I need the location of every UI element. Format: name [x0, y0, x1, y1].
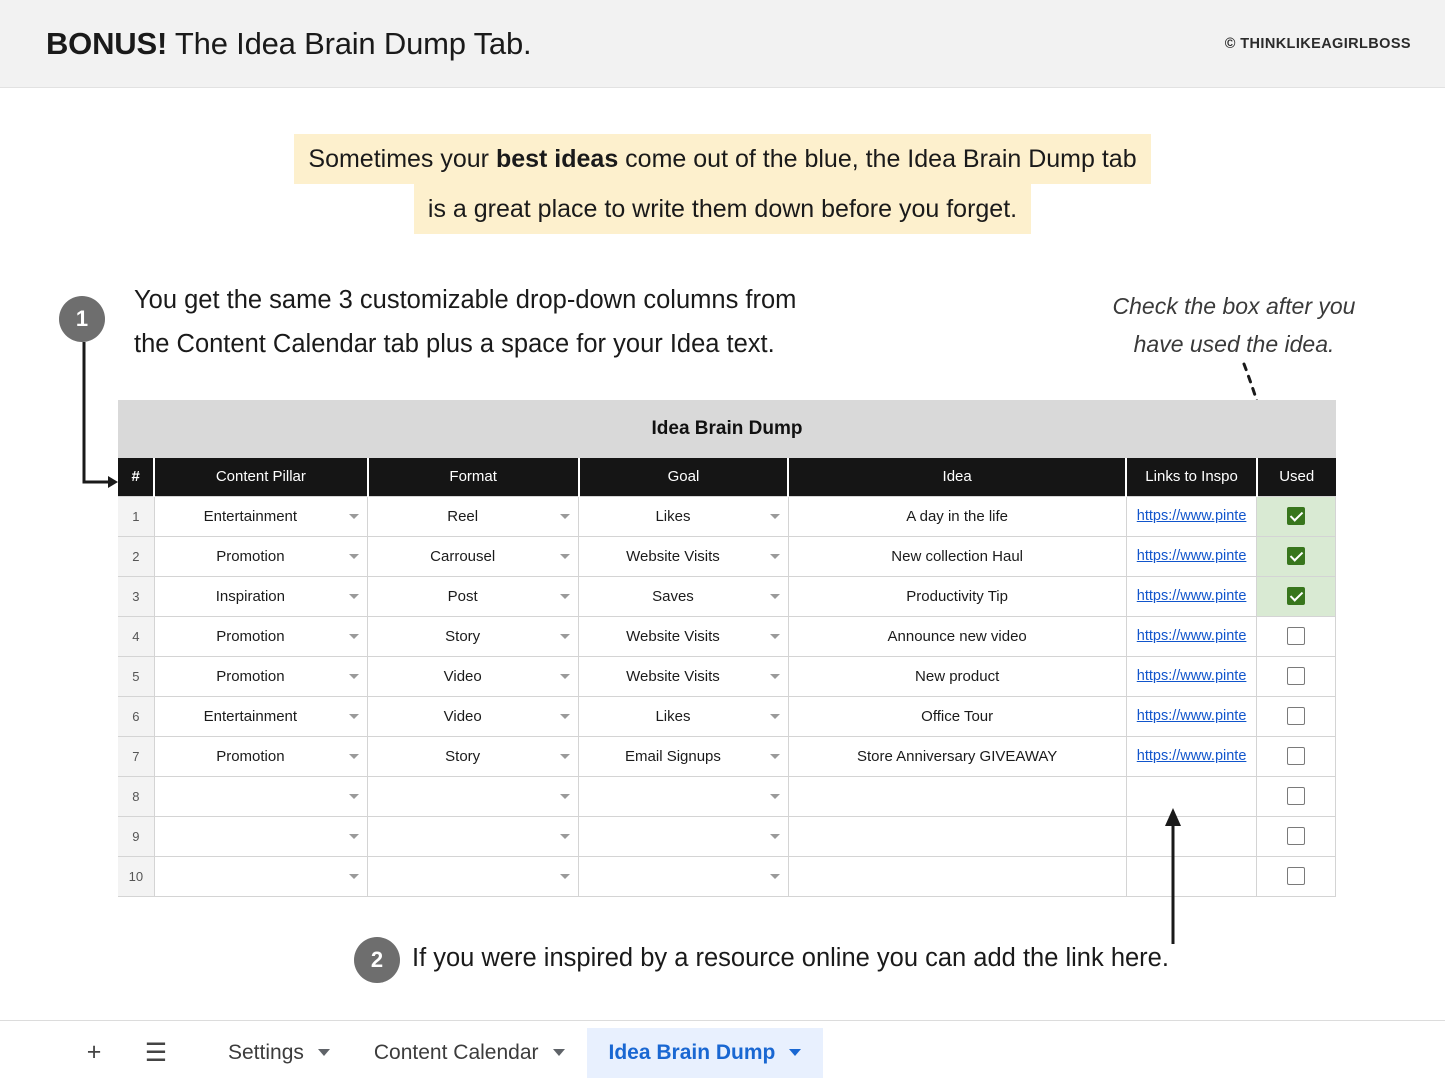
inspo-link[interactable]: https://www.pinte — [1136, 588, 1247, 604]
sheet-tab-idea-brain-dump[interactable] — [587, 1028, 824, 1078]
chevron-down-icon[interactable] — [349, 874, 359, 879]
chevron-down-icon[interactable] — [349, 514, 359, 519]
checkbox-unchecked-icon[interactable] — [1287, 627, 1305, 645]
cell-link-to-inspo[interactable] — [1126, 696, 1257, 736]
chevron-down-icon[interactable] — [349, 834, 359, 839]
cell-goal-value: Likes — [655, 707, 691, 725]
column-header-links-to-inspo: Links to Inspo — [1126, 458, 1257, 496]
cell-link-to-inspo[interactable] — [1126, 736, 1257, 776]
sheet-title-banner: Idea Brain Dump — [118, 400, 1336, 458]
checkbox-checked-icon[interactable] — [1287, 587, 1305, 605]
cell-pillar-dropdown[interactable] — [154, 736, 367, 776]
chevron-down-icon[interactable] — [770, 554, 780, 559]
row-index-cell: 4 — [118, 616, 154, 656]
column-header-goal: Goal — [579, 458, 788, 496]
inspo-link[interactable]: https://www.pinte — [1136, 628, 1247, 644]
cell-used-checkbox[interactable] — [1257, 536, 1336, 576]
step-badge-2: 2 — [354, 937, 400, 983]
cell-format-dropdown[interactable] — [368, 576, 579, 616]
cell-goal-value: Saves — [652, 587, 694, 605]
chevron-down-icon[interactable] — [770, 754, 780, 759]
cell-format-dropdown[interactable] — [368, 616, 579, 656]
cell-format-value: Story — [445, 747, 481, 765]
chevron-down-icon[interactable] — [789, 1049, 801, 1056]
chevron-down-icon[interactable] — [560, 514, 570, 519]
checkbox-unchecked-icon[interactable] — [1287, 827, 1305, 845]
callout-line-1 — [294, 134, 1150, 184]
step-badge-1: 1 — [59, 296, 105, 342]
cell-format-value: Video — [443, 707, 482, 725]
cell-format-dropdown[interactable] — [368, 736, 579, 776]
column-header-index: # — [118, 458, 154, 496]
idea-brain-dump-sheet — [118, 400, 1336, 897]
page-title-bonus: BONUS! — [46, 25, 168, 61]
table-row — [118, 696, 1336, 736]
callout-line-2: is a great place to write them down before you forget. — [414, 184, 1031, 234]
cell-idea[interactable] — [788, 856, 1126, 896]
cell-pillar-value: Promotion — [216, 747, 285, 765]
cell-idea[interactable]: A day in the life — [788, 496, 1126, 536]
cell-used-checkbox[interactable] — [1257, 736, 1336, 776]
table-row — [118, 616, 1336, 656]
row-index-cell: 8 — [118, 776, 154, 816]
cell-goal-dropdown[interactable] — [579, 656, 788, 696]
cell-idea[interactable]: Store Anniversary GIVEAWAY — [788, 736, 1126, 776]
cell-goal-dropdown[interactable] — [579, 856, 788, 896]
table-row — [118, 736, 1336, 776]
cell-pillar-dropdown[interactable] — [154, 496, 367, 536]
table-row — [118, 496, 1336, 536]
page-title-rest: The Idea Brain Dump Tab. — [167, 25, 532, 61]
cell-format-dropdown[interactable] — [368, 656, 579, 696]
chevron-down-icon[interactable] — [553, 1049, 565, 1056]
cell-format-dropdown[interactable] — [368, 816, 579, 856]
chevron-down-icon[interactable] — [560, 754, 570, 759]
cell-pillar-dropdown[interactable] — [154, 536, 367, 576]
cell-goal-value: Website Visits — [626, 627, 720, 645]
check-box-note — [1069, 287, 1399, 363]
cell-pillar-dropdown[interactable] — [154, 576, 367, 616]
row-index-cell: 2 — [118, 536, 154, 576]
chevron-down-icon[interactable] — [349, 714, 359, 719]
cell-pillar-value: Entertainment — [203, 707, 298, 725]
chevron-down-icon[interactable] — [560, 674, 570, 679]
cell-link-to-inspo[interactable] — [1126, 816, 1257, 856]
checkbox-unchecked-icon[interactable] — [1287, 667, 1305, 685]
cell-link-to-inspo[interactable] — [1126, 536, 1257, 576]
cell-link-to-inspo[interactable] — [1126, 856, 1257, 896]
cell-pillar-dropdown[interactable] — [154, 856, 367, 896]
check-note-line-1: Check the box after you — [1112, 293, 1356, 319]
cell-idea[interactable]: Office Tour — [788, 696, 1126, 736]
chevron-down-icon[interactable] — [349, 594, 359, 599]
cell-pillar-dropdown[interactable] — [154, 656, 367, 696]
checkbox-unchecked-icon[interactable] — [1287, 787, 1305, 805]
cell-pillar-dropdown[interactable] — [154, 696, 367, 736]
cell-link-to-inspo[interactable] — [1126, 576, 1257, 616]
chevron-down-icon[interactable] — [349, 674, 359, 679]
callout-text-bold: best ideas — [495, 145, 619, 173]
step-1-text-block — [134, 278, 964, 366]
checkbox-unchecked-icon[interactable] — [1287, 707, 1305, 725]
cell-idea[interactable]: New product — [788, 656, 1126, 696]
chevron-down-icon[interactable] — [560, 554, 570, 559]
cell-idea[interactable]: New collection Haul — [788, 536, 1126, 576]
cell-link-to-inspo[interactable] — [1126, 616, 1257, 656]
inspo-link[interactable]: https://www.pinte — [1136, 748, 1247, 764]
table-body — [118, 496, 1336, 896]
cell-used-checkbox[interactable] — [1257, 616, 1336, 656]
cell-pillar-value: Entertainment — [203, 507, 298, 525]
chevron-down-icon[interactable] — [560, 874, 570, 879]
sheet-tab-settings-label: Settings — [228, 1040, 304, 1064]
cell-goal-dropdown[interactable] — [579, 496, 788, 536]
cell-pillar-dropdown[interactable] — [154, 616, 367, 656]
cell-used-checkbox[interactable] — [1257, 776, 1336, 816]
cell-used-checkbox[interactable] — [1257, 816, 1336, 856]
column-header-content-pillar: Content Pillar — [154, 458, 367, 496]
chevron-down-icon[interactable] — [770, 714, 780, 719]
inspo-link[interactable]: https://www.pinte — [1136, 668, 1247, 684]
column-header-format: Format — [368, 458, 579, 496]
cell-format-dropdown[interactable] — [368, 536, 579, 576]
step-1-line-1: You get the same 3 customizable drop-down columns from — [134, 286, 797, 314]
row-index-cell: 7 — [118, 736, 154, 776]
checkbox-checked-icon[interactable] — [1287, 547, 1305, 565]
chevron-down-icon[interactable] — [318, 1049, 330, 1056]
idea-table — [118, 458, 1336, 897]
copyright-credit: © THINKLIKEAGIRLBOSS — [1224, 35, 1411, 52]
cell-pillar-value: Promotion — [216, 667, 285, 685]
inspo-link[interactable]: https://www.pinte — [1136, 708, 1247, 724]
cell-format-dropdown[interactable] — [368, 696, 579, 736]
table-row — [118, 776, 1336, 816]
step-2-up-arrow — [1155, 808, 1191, 944]
cell-goal-dropdown[interactable] — [579, 616, 788, 656]
chevron-down-icon[interactable] — [349, 634, 359, 639]
chevron-down-icon[interactable] — [560, 634, 570, 639]
cell-goal-value: Website Visits — [626, 547, 720, 565]
chevron-down-icon[interactable] — [770, 874, 780, 879]
table-row — [118, 856, 1336, 896]
step-1-line-2: the Content Calendar tab plus a space for your Idea text. — [134, 330, 775, 358]
callout-text-c: come out of the blue, the Idea Brain Dump tab — [618, 145, 1137, 173]
column-header-used: Used — [1257, 458, 1336, 496]
cell-format-dropdown[interactable] — [368, 496, 579, 536]
chevron-down-icon[interactable] — [349, 554, 359, 559]
cell-link-to-inspo[interactable] — [1126, 656, 1257, 696]
cell-pillar-value: Promotion — [216, 547, 285, 565]
chevron-down-icon[interactable] — [770, 634, 780, 639]
cell-goal-value: Email Signups — [625, 747, 721, 765]
cell-goal-dropdown[interactable] — [579, 696, 788, 736]
chevron-down-icon[interactable] — [770, 834, 780, 839]
column-header-idea: Idea — [788, 458, 1126, 496]
cell-used-checkbox[interactable] — [1257, 656, 1336, 696]
row-index-cell: 6 — [118, 696, 154, 736]
chevron-down-icon[interactable] — [349, 754, 359, 759]
page-title — [46, 26, 531, 62]
callout-text-a: Sometimes your — [308, 145, 496, 173]
step-2-text: If you were inspired by a resource online you can add the link here. — [412, 944, 1169, 972]
cell-goal-value: Website Visits — [626, 667, 720, 685]
cell-pillar-dropdown[interactable] — [154, 776, 367, 816]
chevron-down-icon[interactable] — [770, 674, 780, 679]
cell-goal-dropdown[interactable] — [579, 536, 788, 576]
chevron-down-icon[interactable] — [770, 594, 780, 599]
sheet-tab-content-calendar[interactable] — [352, 1028, 587, 1078]
cell-used-checkbox[interactable] — [1257, 856, 1336, 896]
cell-pillar-dropdown[interactable] — [154, 816, 367, 856]
row-index-cell: 3 — [118, 576, 154, 616]
cell-pillar-value: Promotion — [216, 627, 285, 645]
cell-idea[interactable] — [788, 816, 1126, 856]
table-row — [118, 656, 1336, 696]
sheet-tab-idea-brain-dump-label: Idea Brain Dump — [608, 1040, 776, 1064]
cell-link-to-inspo[interactable] — [1126, 496, 1257, 536]
cell-used-checkbox[interactable] — [1257, 696, 1336, 736]
row-index-cell: 10 — [118, 856, 154, 896]
page-header — [0, 0, 1445, 88]
cell-goal-dropdown[interactable] — [579, 736, 788, 776]
table-header-row — [118, 458, 1336, 496]
chevron-down-icon[interactable] — [560, 834, 570, 839]
row-index-cell: 9 — [118, 816, 154, 856]
cell-goal-dropdown[interactable] — [579, 776, 788, 816]
checkbox-checked-icon[interactable] — [1287, 507, 1305, 525]
checkbox-unchecked-icon[interactable] — [1287, 867, 1305, 885]
sheet-tab-bar — [0, 1020, 1445, 1084]
inspo-link[interactable]: https://www.pinte — [1136, 548, 1247, 564]
table-row — [118, 536, 1336, 576]
cell-goal-dropdown[interactable] — [579, 816, 788, 856]
cell-used-checkbox[interactable] — [1257, 496, 1336, 536]
cell-pillar-value: Inspiration — [215, 587, 285, 605]
cell-goal-value: Likes — [655, 507, 691, 525]
cell-format-value: Video — [443, 667, 482, 685]
cell-format-value: Carrousel — [430, 547, 496, 565]
cell-format-dropdown[interactable] — [368, 856, 579, 896]
table-row — [118, 576, 1336, 616]
all-sheets-icon[interactable]: ☰ — [144, 1038, 168, 1067]
chevron-down-icon[interactable] — [770, 794, 780, 799]
chevron-down-icon[interactable] — [349, 794, 359, 799]
cell-used-checkbox[interactable] — [1257, 576, 1336, 616]
cell-format-value: Reel — [447, 507, 479, 525]
row-index-cell: 1 — [118, 496, 154, 536]
inspo-link[interactable]: https://www.pinte — [1136, 508, 1247, 524]
chevron-down-icon[interactable] — [560, 714, 570, 719]
chevron-down-icon[interactable] — [560, 594, 570, 599]
row-index-cell: 5 — [118, 656, 154, 696]
cell-goal-dropdown[interactable] — [579, 576, 788, 616]
checkbox-unchecked-icon[interactable] — [1287, 747, 1305, 765]
step-1-elbow-arrow — [82, 342, 118, 494]
check-note-line-2: have used the idea. — [1133, 331, 1335, 357]
chevron-down-icon[interactable] — [560, 794, 570, 799]
cell-format-dropdown[interactable] — [368, 776, 579, 816]
cell-link-to-inspo[interactable] — [1126, 776, 1257, 816]
cell-format-value: Story — [445, 627, 481, 645]
callout-banner — [0, 134, 1445, 234]
sheet-tab-settings[interactable] — [206, 1028, 352, 1078]
cell-idea[interactable]: Announce new video — [788, 616, 1126, 656]
sheet-tab-content-calendar-label: Content Calendar — [373, 1040, 539, 1064]
cell-idea[interactable] — [788, 776, 1126, 816]
add-sheet-icon[interactable]: + — [86, 1038, 102, 1066]
cell-format-value: Post — [447, 587, 478, 605]
cell-idea[interactable]: Productivity Tip — [788, 576, 1126, 616]
chevron-down-icon[interactable] — [770, 514, 780, 519]
table-row — [118, 816, 1336, 856]
